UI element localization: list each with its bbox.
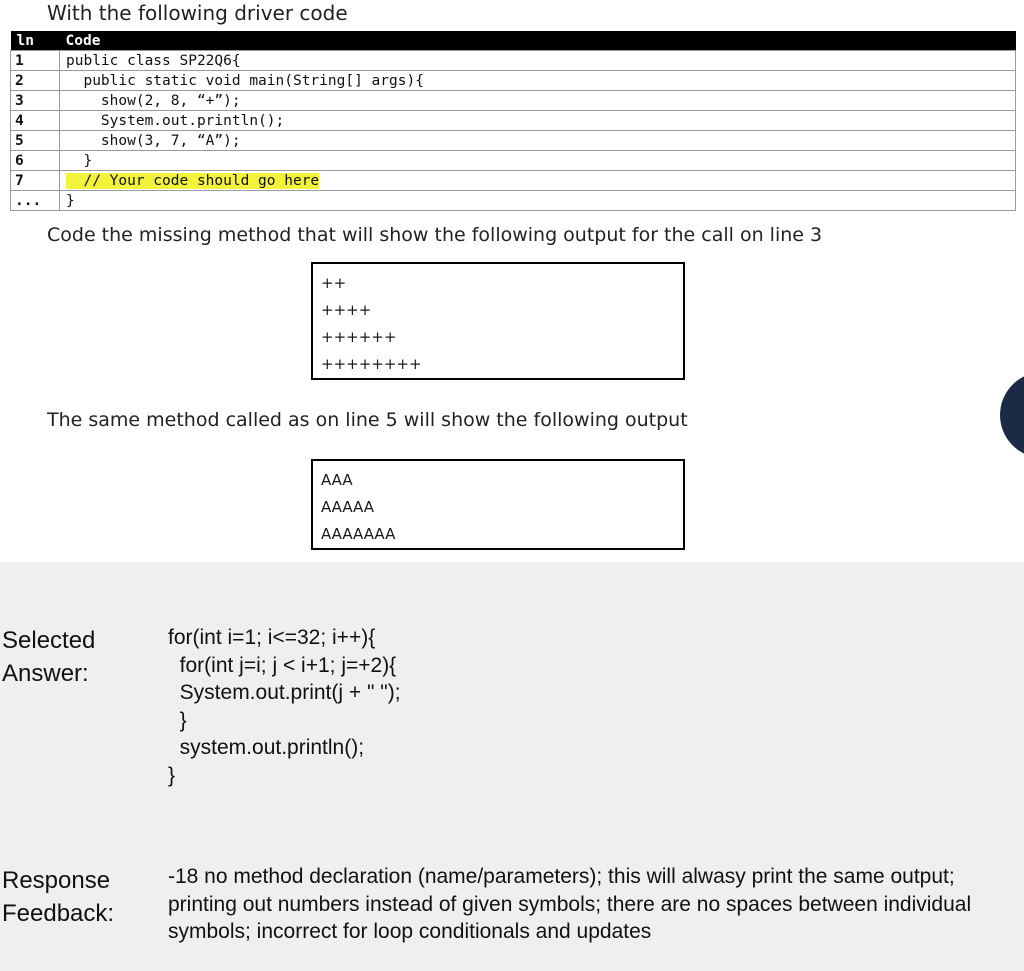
output-line: ++++++++ — [321, 355, 422, 373]
answer-line: } — [168, 763, 176, 787]
code-line: public class SP22Q6{ — [60, 51, 1016, 71]
code-line: public static void main(String[] args){ — [60, 71, 1016, 91]
code-line: } — [60, 151, 1016, 171]
table-row — [11, 171, 1016, 191]
line-number: 3 — [11, 91, 60, 111]
table-row — [11, 51, 1016, 71]
output-line: ++ — [321, 274, 347, 292]
output-line: AAAAA — [321, 498, 374, 516]
table-row — [11, 71, 1016, 91]
response-feedback-text: -18 no method declaration (name/parameters); this will alwasy print the same output; printing out numbers instead of given symbols; there are no spaces between individual symbols; incorrect for loop conditionals and updates — [168, 865, 972, 943]
driver-code-table — [10, 31, 1016, 211]
table-row — [11, 131, 1016, 151]
code-line: show(3, 7, “A”); — [60, 131, 1016, 151]
output-line: ++++ — [321, 301, 372, 319]
table-row — [11, 91, 1016, 111]
highlighted-comment: // Your code should go here — [66, 172, 320, 189]
expected-output-1 — [311, 262, 685, 380]
output-line: ++++++ — [321, 328, 397, 346]
answer-line: system.out.println(); — [168, 736, 365, 759]
output-line: AAA — [321, 471, 353, 489]
selected-answer-code — [168, 624, 401, 789]
line-number-header: ln — [11, 31, 60, 51]
prompt-line-5: The same method called as on line 5 will show the following output — [47, 409, 688, 431]
line-number: 6 — [11, 151, 60, 171]
prompt-line-3: Code the missing method that will show the following output for the call on line 3 — [47, 224, 823, 246]
code-line-highlighted — [60, 171, 1016, 191]
code-line: } — [60, 191, 1016, 211]
expected-output-2 — [311, 459, 685, 550]
table-row — [11, 151, 1016, 171]
response-feedback-label: Response Feedback: — [2, 867, 115, 927]
output-line: AAAAAAA — [321, 525, 396, 543]
selected-answer-label: Selected Answer: — [2, 627, 96, 687]
table-row — [11, 111, 1016, 131]
line-number: 2 — [11, 71, 60, 91]
line-number: ... — [11, 191, 60, 211]
code-header: Code — [60, 31, 1016, 51]
code-line: System.out.println(); — [60, 111, 1016, 131]
answer-line: for(int i=1; i<=32; i++){ — [168, 626, 376, 649]
table-row — [11, 191, 1016, 211]
line-number: 7 — [11, 171, 60, 191]
intro-text: With the following driver code — [47, 1, 348, 25]
answer-line: for(int j=i; j < i+1; j=+2){ — [168, 653, 397, 677]
line-number: 1 — [11, 51, 60, 71]
line-number: 4 — [11, 111, 60, 131]
answer-line: } — [168, 708, 187, 732]
answer-line: System.out.print(j + " "); — [168, 681, 401, 704]
code-line: show(2, 8, “+”); — [60, 91, 1016, 111]
line-number: 5 — [11, 131, 60, 151]
